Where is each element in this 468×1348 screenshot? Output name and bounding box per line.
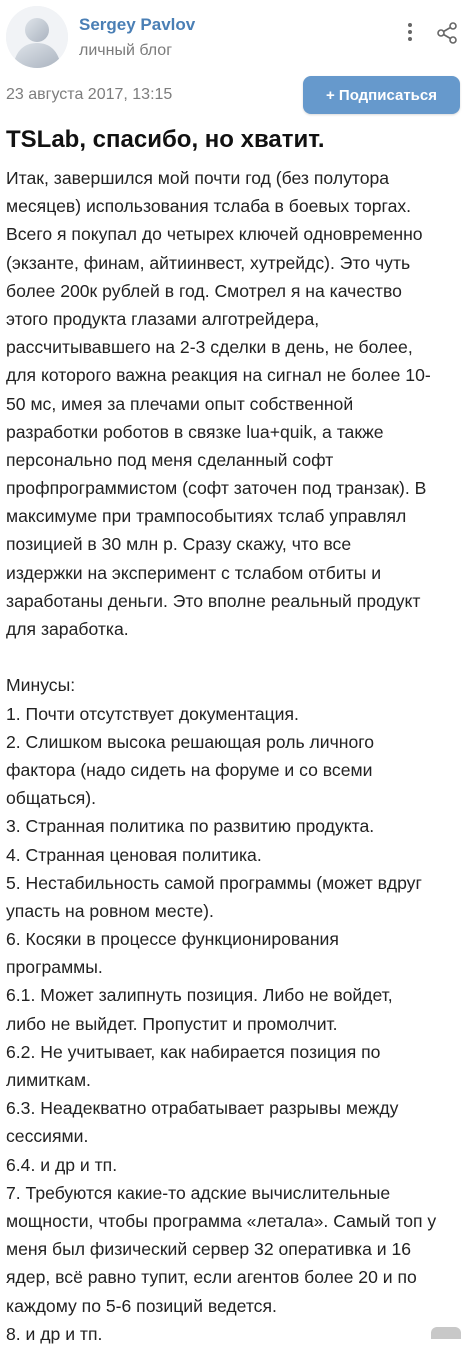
post-body-line: ядер, всё равно тупит, если агентов более 20 и по [6, 1267, 417, 1288]
post-body-line: 6.2. Не учитывает, как набирается позиция по [6, 1041, 381, 1062]
post-body-line: сессиями. [6, 1126, 89, 1147]
post-body-line: общаться). [6, 788, 97, 809]
post-body-line: 1. Почти отсутствует документация. [6, 703, 299, 724]
post-title: TSLab, спасибо, но хватит. [6, 126, 325, 153]
post-body-line: (экзанте, финам, айтиинвест, хутрейдс). Это чуть [6, 252, 411, 273]
post-body-line: 3. Странная политика по развитию продукта. [6, 816, 375, 837]
post-body-line: меня был физический сервер 32 оперативка и 16 [6, 1239, 412, 1260]
share-icon[interactable] [434, 20, 460, 46]
post-body-line: 5. Нестабильность самой программы (может вдруг [6, 872, 422, 893]
post-body-line: либо не выйдет. Пропустит и промолчит. [6, 1013, 338, 1034]
scroll-to-top-handle[interactable] [431, 1327, 461, 1339]
post-body-line: издержки на эксперимент с тслабом отбиты и [6, 562, 382, 583]
user-silhouette-icon [6, 6, 68, 68]
post-body-line: лимиткам. [6, 1070, 91, 1090]
post-body-line: 4. Странная ценовая политика. [6, 844, 262, 865]
post-body-line: 6.1. Может залипнуть позиция. Либо не войдет, [6, 985, 393, 1006]
post-body-line: 50 мс, имея за плечами опыт собственной [6, 393, 354, 414]
post-body-line: Итак, завершился мой почти год (без полутора [6, 168, 390, 188]
post-body-line: мощности, чтобы программа «летала». Самый топ у [6, 1210, 437, 1231]
post-body-line: профпрограммистом (софт заточен под транзак). В [6, 478, 427, 499]
post-body-line: рассчитывавшего на 2-3 сделки в день, не более, [6, 337, 413, 358]
author-name[interactable]: Sergey Pavlov [79, 15, 196, 34]
post-body-line: фактора (надо сидеть на форуме и со всеми [6, 759, 373, 780]
post-body-line: 6. Косяки в процессе функционирования [6, 929, 339, 950]
post-body-line: персонально под меня сделанный софт [6, 449, 334, 470]
post-body-line: упасть на ровном месте). [6, 900, 214, 921]
post-body-line: позицией в 30 млн р. Сразу скажу, что все [6, 534, 352, 555]
post-body-line: месяцев) использования тслаба в боевых торгах. [6, 196, 412, 217]
post-body-line: максимуме при трампособытиях тслаб управлял [6, 506, 407, 527]
post-body-line: более 200к рублей в год. Смотрел я на качество [6, 280, 402, 301]
post-body-line: для которого важна реакция на сигнал не более 10- [6, 365, 431, 386]
post-body-line: 6.4. и др и тп. [6, 1154, 118, 1175]
post-body-line: для заработка. [6, 619, 129, 639]
post-body-line: разработки роботов в связке lua+quik, а также [6, 421, 384, 442]
post-body-line: каждому по 5-6 позиций ведется. [6, 1295, 277, 1316]
post-body-line: 2. Слишком высока решающая роль личного [6, 731, 375, 752]
post-body-line: 7. Требуются какие-то адские вычислительные [6, 1182, 391, 1203]
post-body-line: Всего я покупал до четырех ключей одновременно [6, 224, 423, 245]
post-date: 23 августа 2017, 13:15 [6, 86, 173, 103]
post-body-line: этого продукта глазами алготрейдера, [6, 308, 320, 329]
post-body-line: 8. и др и тп. [6, 1323, 103, 1344]
post-body [6, 164, 458, 1348]
post-body-line: 6.3. Неадекватно отрабатывает разрывы между [6, 1098, 399, 1119]
more-vertical-icon[interactable] [398, 20, 422, 44]
post-header [0, 0, 468, 70]
post-body-line: программы. [6, 957, 103, 978]
post-body-line [6, 643, 458, 671]
blog-type-label: личный блог [79, 42, 173, 59]
post-body-line: Минусы: [6, 675, 76, 696]
post-body-line: заработаны деньги. Это вполне реальный продукт [6, 590, 421, 611]
avatar[interactable] [6, 6, 68, 68]
subscribe-button[interactable]: + Подписаться [303, 76, 460, 114]
